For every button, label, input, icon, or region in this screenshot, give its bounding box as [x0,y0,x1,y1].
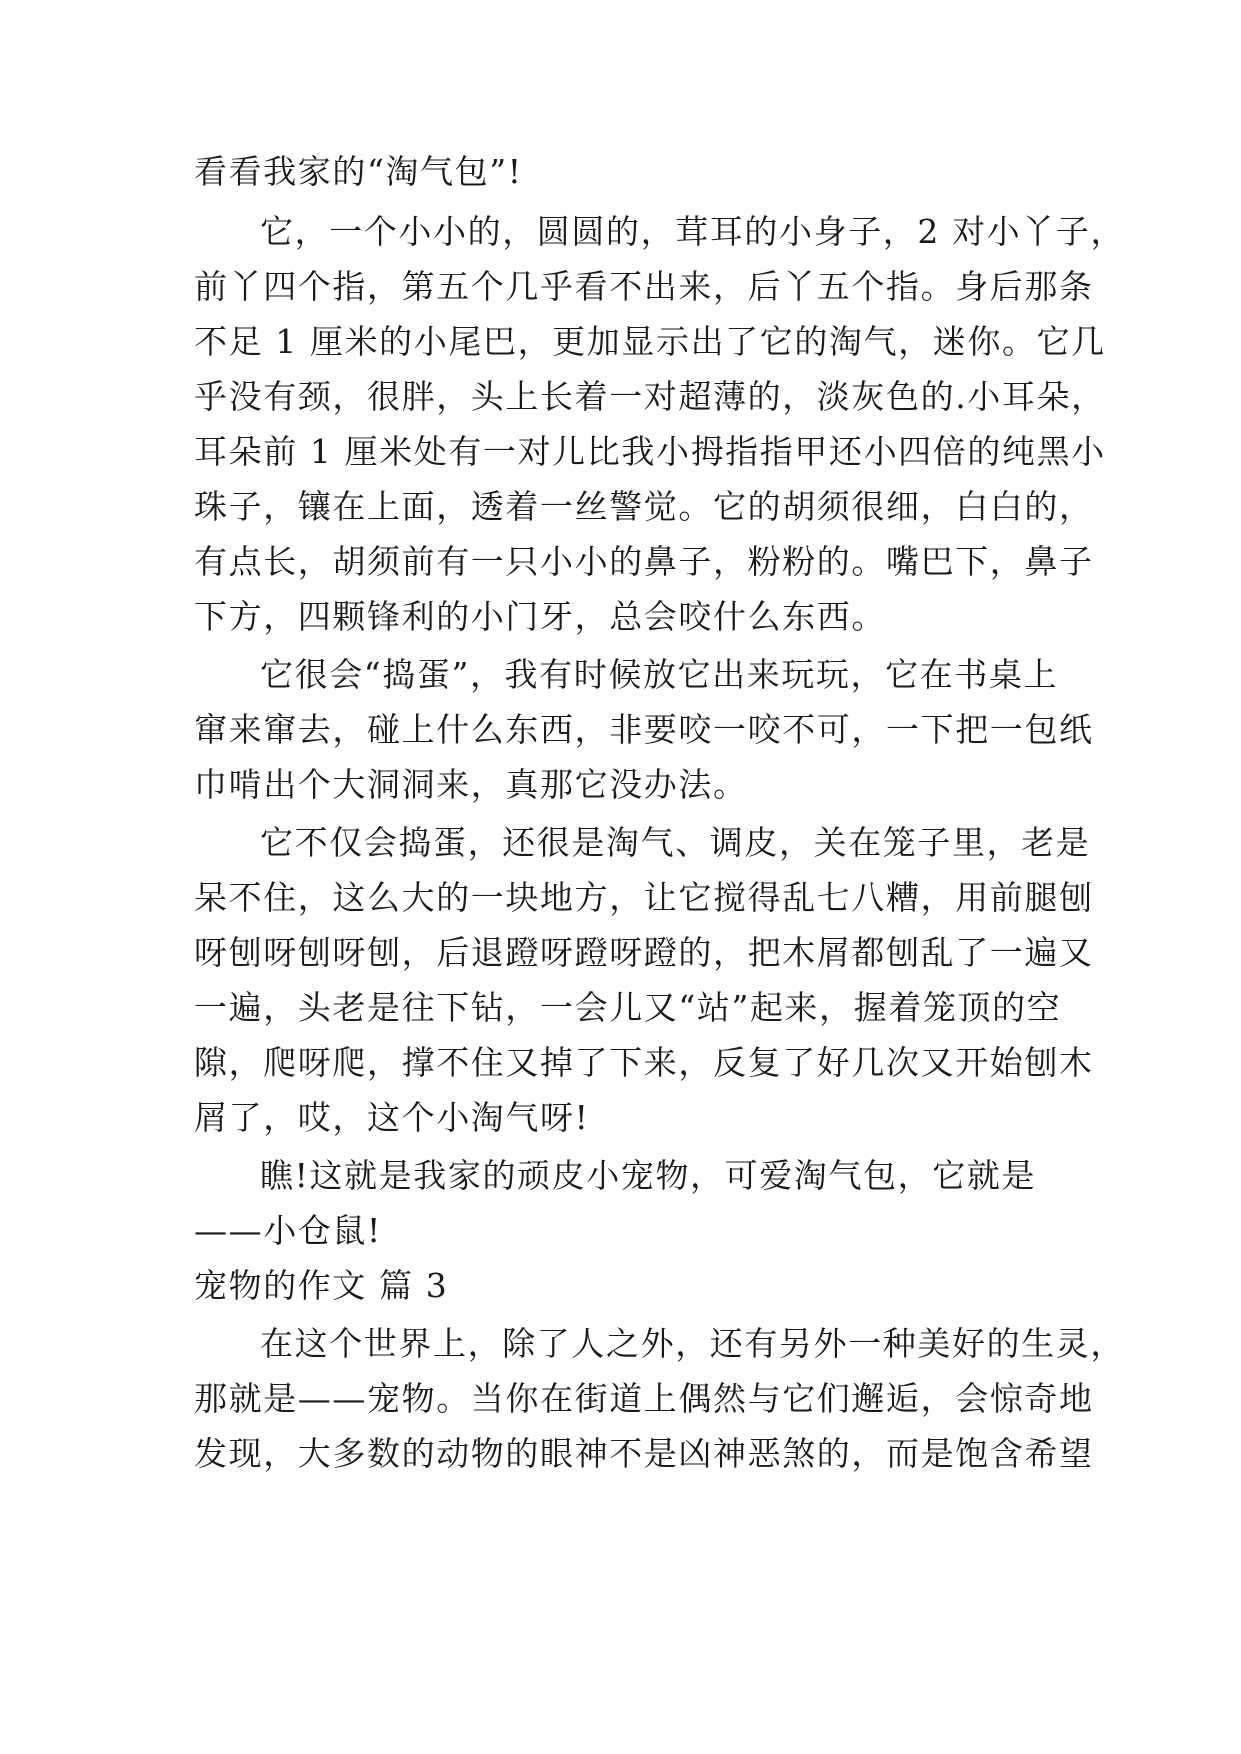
paragraph-line: 它，一个小小的，圆圆的，茸耳的小身子，2 对小丫子， [260,212,1126,251]
paragraph-line: 它很会“捣蛋”，我有时候放它出来玩玩，它在书桌上 [260,655,1059,694]
paragraph-line: ——小仓鼠! [194,1211,382,1250]
paragraph-line: 乎没有颈，很胖，头上长着一对超薄的，淡灰色的.小耳朵， [194,377,1106,416]
paragraph-line: 下方，四颗锋利的小门牙，总会咬什么东西。 [194,597,886,636]
paragraph-line: 呀刨呀刨呀刨，后退蹬呀蹬呀蹬的，把木屑都刨乱了一遍又 [194,933,1094,972]
paragraph-line: 不足 1 厘米的小尾巴，更加显示出了它的淘气，迷你。它几 [194,322,1106,361]
paragraph-line: 巾啃出个大洞洞来，真那它没办法。 [194,765,748,804]
paragraph-line: 它不仅会捣蛋，还很是淘气、调皮，关在笼子里，老是 [260,823,1091,862]
paragraph-line: 发现，大多数的动物的眼神不是凶神恶煞的，而是饱含希望 [194,1434,1094,1473]
intro-closing-line: 看看我家的“淘气包”! [194,152,523,191]
paragraph-line: 呆不住，这么大的一块地方，让它搅得乱七八糟，用前腿刨 [194,878,1094,917]
paragraph-line: 一遍，头老是往下钻，一会儿又“站”起来，握着笼顶的空 [194,988,1062,1027]
paragraph-line: 珠子，镶在上面，透着一丝警觉。它的胡须很细，白白的， [194,487,1094,526]
section-heading: 宠物的作文 篇 3 [194,1266,449,1305]
paragraph-line: 有点长，胡须前有一只小小的鼻子，粉粉的。嘴巴下，鼻子 [194,542,1094,581]
paragraph-line: 窜来窜去，碰上什么东西，非要咬一咬不可，一下把一包纸 [194,710,1094,749]
paragraph-line: 前丫四个指，第五个几乎看不出来，后丫五个指。身后那条 [194,267,1094,306]
paragraph-line: 在这个世界上，除了人之外，还有另外一种美好的生灵， [260,1324,1125,1363]
paragraph-line: 屑了，哎，这个小淘气呀! [194,1098,590,1137]
paragraph-line: 耳朵前 1 厘米处有一对儿比我小拇指指甲还小四倍的纯黑小 [194,432,1106,471]
paragraph-line: 瞧!这就是我家的顽皮小宠物，可爱淘气包，它就是 [260,1156,1037,1195]
paragraph-line: 那就是——宠物。当你在街道上偶然与它们邂逅，会惊奇地 [194,1379,1094,1418]
paragraph-line: 隙，爬呀爬，撑不住又掉了下来，反复了好几次又开始刨木 [194,1043,1094,1082]
